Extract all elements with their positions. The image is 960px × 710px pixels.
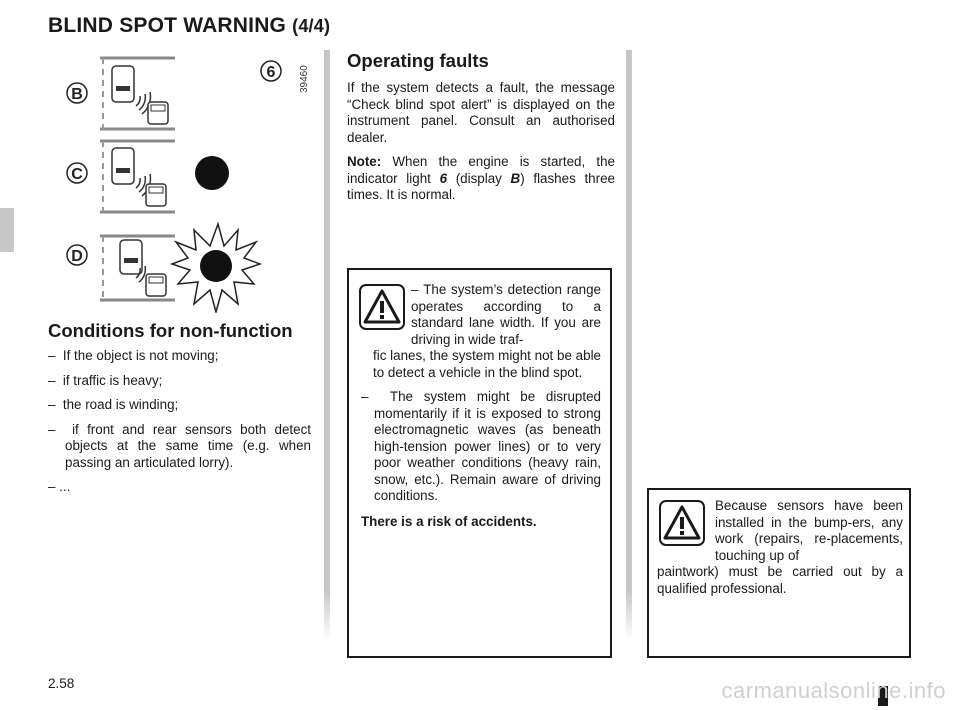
faults-note bbox=[347, 154, 615, 204]
panel-d bbox=[67, 224, 260, 312]
warning-box-sensors bbox=[647, 488, 911, 658]
warning-paragraph-1-end: fic lanes, the system might not be able to detect a vehicle in the blind spot. bbox=[373, 348, 601, 380]
warning-risk-statement: There is a risk of accidents. bbox=[361, 513, 537, 529]
faults-paragraph: If the system detects a fault, the message “Check blind spot alert” is displayed on the instrument panel. Consult an authorised dealer. bbox=[347, 80, 615, 145]
panel-label-c: C bbox=[71, 166, 83, 183]
indicator-light-flashing bbox=[200, 250, 232, 282]
section-side-tab bbox=[0, 208, 14, 252]
page-title-main: BLIND SPOT WARNING bbox=[48, 14, 287, 37]
note-text-a: When the engine is started, the indicator light bbox=[347, 154, 615, 186]
faults-heading: Operating faults bbox=[347, 50, 489, 71]
conditions-list bbox=[48, 348, 311, 504]
note-light: 6 bbox=[439, 170, 448, 186]
indicator-callout: 6 bbox=[266, 64, 276, 81]
list-item: – if traffic is heavy; bbox=[48, 372, 163, 388]
list-item: – ... bbox=[48, 479, 71, 494]
warning-box-detection bbox=[347, 268, 612, 658]
warning-body bbox=[361, 282, 601, 530]
panel-c bbox=[67, 141, 229, 212]
watermark: carmanualsonline.info bbox=[721, 678, 946, 703]
column-divider-left bbox=[324, 50, 330, 640]
page-title bbox=[48, 14, 330, 38]
page-number: 2.58 bbox=[48, 676, 75, 691]
conditions-heading: Conditions for non-function bbox=[48, 320, 293, 341]
page-title-suffix: (4/4) bbox=[292, 16, 331, 36]
warning-paragraph-2: – The system might be disrupted momentarily if it is exposed to strong electromagnetic waves (as beneath high-tension power lines) or to very poor weather conditions (heavy rain, snow, etc.). Remain aware of driving conditions. bbox=[361, 389, 601, 503]
note-label: Note: bbox=[347, 154, 382, 169]
list-item: – if front and rear sensors both detect objects at the same time (e.g. when passing an articulated lorry). bbox=[48, 421, 311, 470]
blind-spot-illustration bbox=[60, 48, 320, 313]
warning-sensors-end: paintwork) must be carried out by a qualified professional. bbox=[657, 564, 903, 596]
warning-sensors-start: Because sensors have been installed in the bump-ers, any work (repairs, re-placements, touching up of bbox=[715, 498, 903, 563]
warning-body bbox=[657, 498, 903, 597]
list-item: – If the object is not moving; bbox=[48, 348, 219, 363]
list-item: – the road is winding; bbox=[48, 397, 179, 412]
note-text-c: ) flashes three times. It is normal. bbox=[347, 170, 615, 202]
warning-paragraph-1 bbox=[361, 282, 601, 381]
panel-b bbox=[67, 58, 175, 129]
column-divider-right bbox=[626, 50, 632, 640]
panel-label-d: D bbox=[71, 248, 83, 265]
indicator-light-steady bbox=[195, 156, 229, 190]
warning-paragraph-1-start: – The system’s detection range operates according to a standard lane width. If you are driving in wide traf- bbox=[411, 282, 601, 347]
faults-body bbox=[347, 80, 615, 212]
note-text-b: (display bbox=[447, 170, 511, 186]
figure-reference-number: 39460 bbox=[299, 65, 310, 93]
note-display: B bbox=[510, 170, 521, 186]
panel-label-b: B bbox=[71, 86, 83, 103]
